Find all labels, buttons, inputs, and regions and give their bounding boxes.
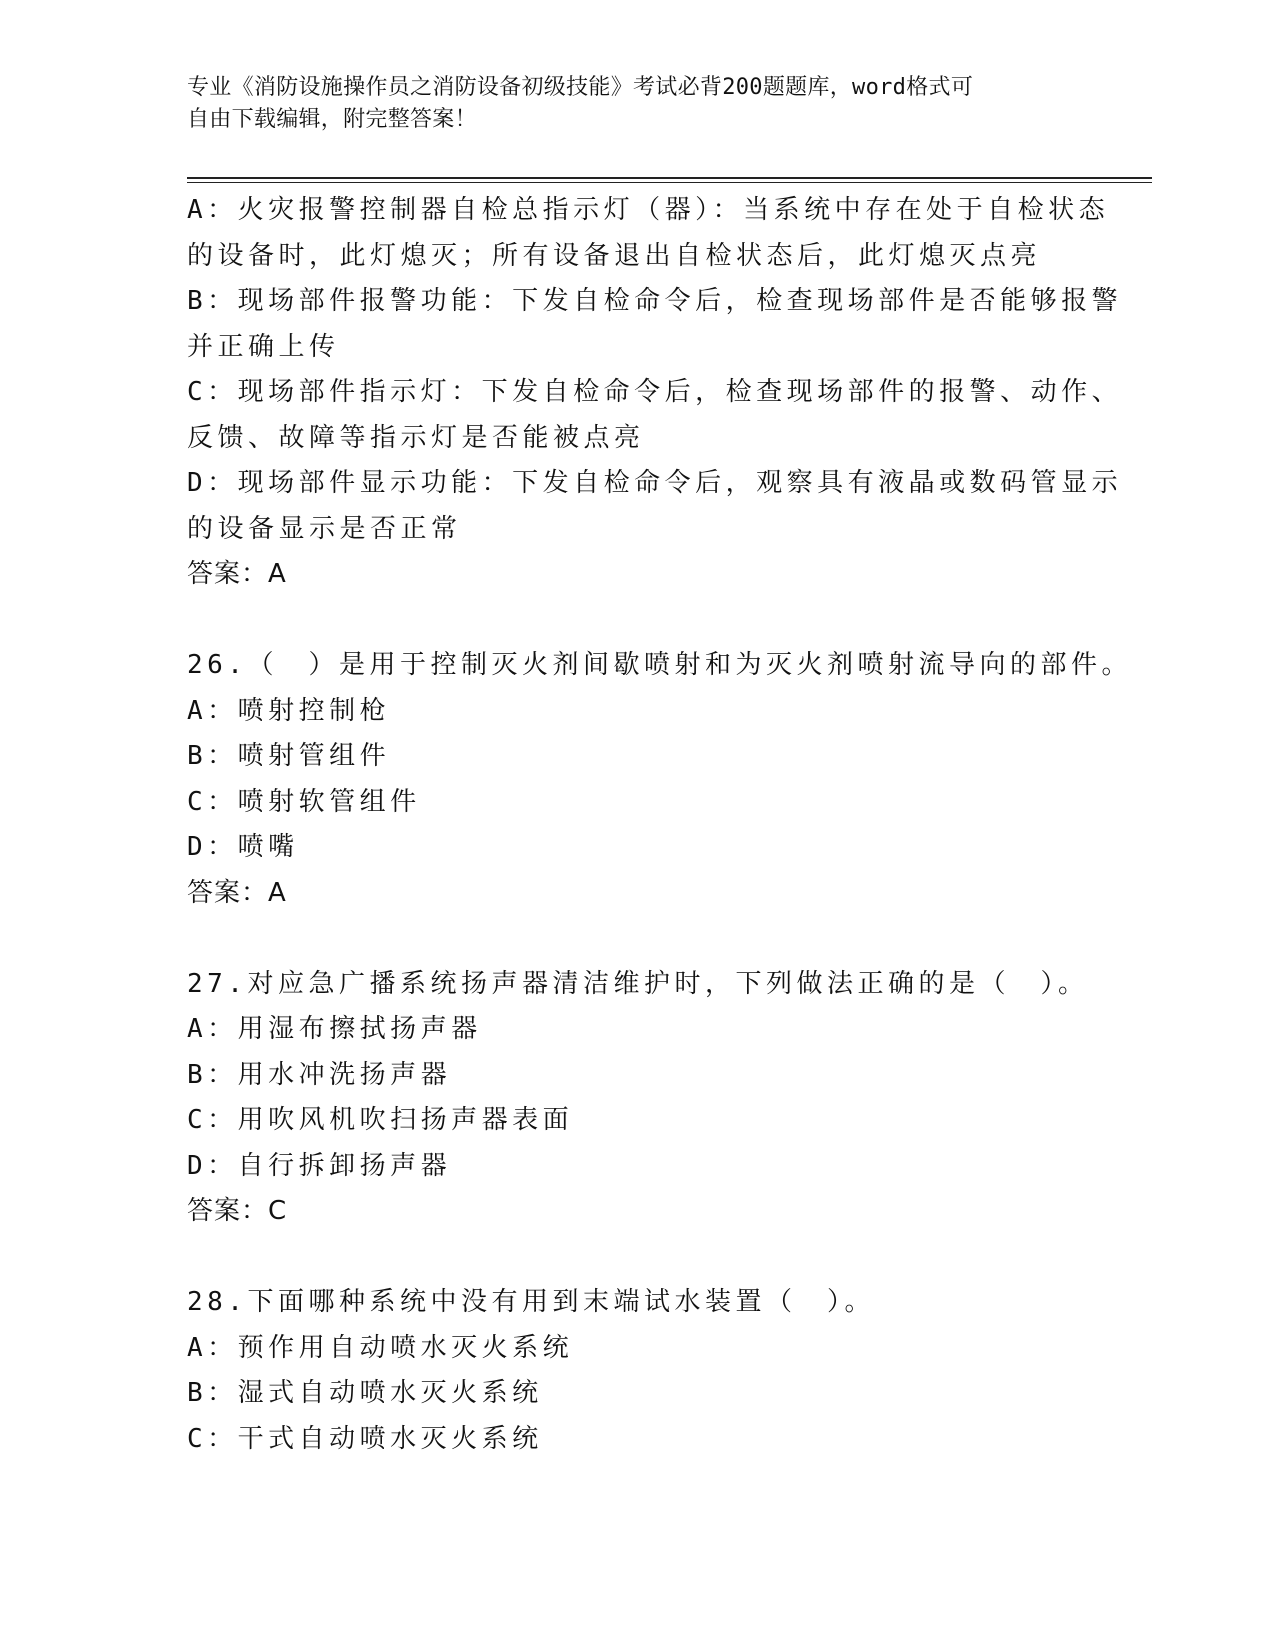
option-line: A：火灾报警控制器自检总指示灯（器）：当系统中存在处于自检状态: [187, 195, 1110, 225]
option-line: D：自行拆卸扬声器: [187, 1150, 452, 1181]
spacer: [187, 598, 1087, 644]
header-divider-thin: [187, 182, 1152, 183]
option-line: A：喷射控制枪: [187, 695, 391, 726]
question-block-26: [187, 643, 1132, 916]
option-line: B：用水冲洗扬声器: [187, 1059, 452, 1090]
question-block-28: [187, 1280, 1087, 1462]
option-line: D：喷嘴: [187, 832, 299, 862]
option-line: 的设备显示是否正常: [187, 513, 462, 544]
option-line: B：现场部件报警功能：下发自检命令后，检查现场部件是否能够报警: [187, 286, 1123, 316]
option-line: D：现场部件显示功能：下发自检命令后，观察具有液晶或数码管显示: [187, 468, 1123, 498]
spacer: [187, 916, 1087, 962]
question-content: [187, 188, 1132, 1462]
header-line: 自由下载编辑，附完整答案！: [187, 107, 477, 132]
option-line: C：现场部件指示灯：下发自检命令后，检查现场部件的报警、动作、: [187, 377, 1123, 407]
option-line: B：喷射管组件: [187, 741, 391, 771]
answer-line: 答案：A: [187, 877, 287, 908]
answer-line: 答案：A: [187, 559, 287, 589]
spacer: [187, 1235, 1087, 1281]
document-header: [187, 72, 1077, 136]
option-line: A：预作用自动喷水灭火系统: [187, 1332, 574, 1363]
header-divider: [187, 177, 1152, 179]
question-block-27: [187, 962, 1087, 1235]
question-stem: 27.对应急广播系统扬声器清洁维护时，下列做法正确的是（ ）。: [187, 968, 1089, 999]
header-line: 专业《消防设施操作员之消防设备初级技能》考试必背200题题库，word格式可: [187, 75, 974, 100]
question-stem: 26.（ ）是用于控制灭火剂间歇喷射和为灭火剂喷射流导向的部件。: [187, 650, 1132, 680]
option-line: C：干式自动喷水灭火系统: [187, 1423, 543, 1454]
option-line: 并正确上传: [187, 331, 340, 362]
option-line: 反馈、故障等指示灯是否能被点亮: [187, 422, 645, 453]
option-line: B：湿式自动喷水灭火系统: [187, 1378, 543, 1408]
option-line: A：用湿布擦拭扬声器: [187, 1014, 482, 1044]
answer-line: 答案：C: [187, 1196, 288, 1226]
option-line: C：用吹风机吹扫扬声器表面: [187, 1105, 574, 1135]
option-line: 的设备时，此灯熄灭；所有设备退出自检状态后，此灯熄灭点亮: [187, 240, 1042, 271]
option-line: C：喷射软管组件: [187, 786, 421, 817]
question-block-25: [187, 188, 1123, 598]
question-stem: 28.下面哪种系统中没有用到末端试水装置（ ）。: [187, 1287, 875, 1317]
